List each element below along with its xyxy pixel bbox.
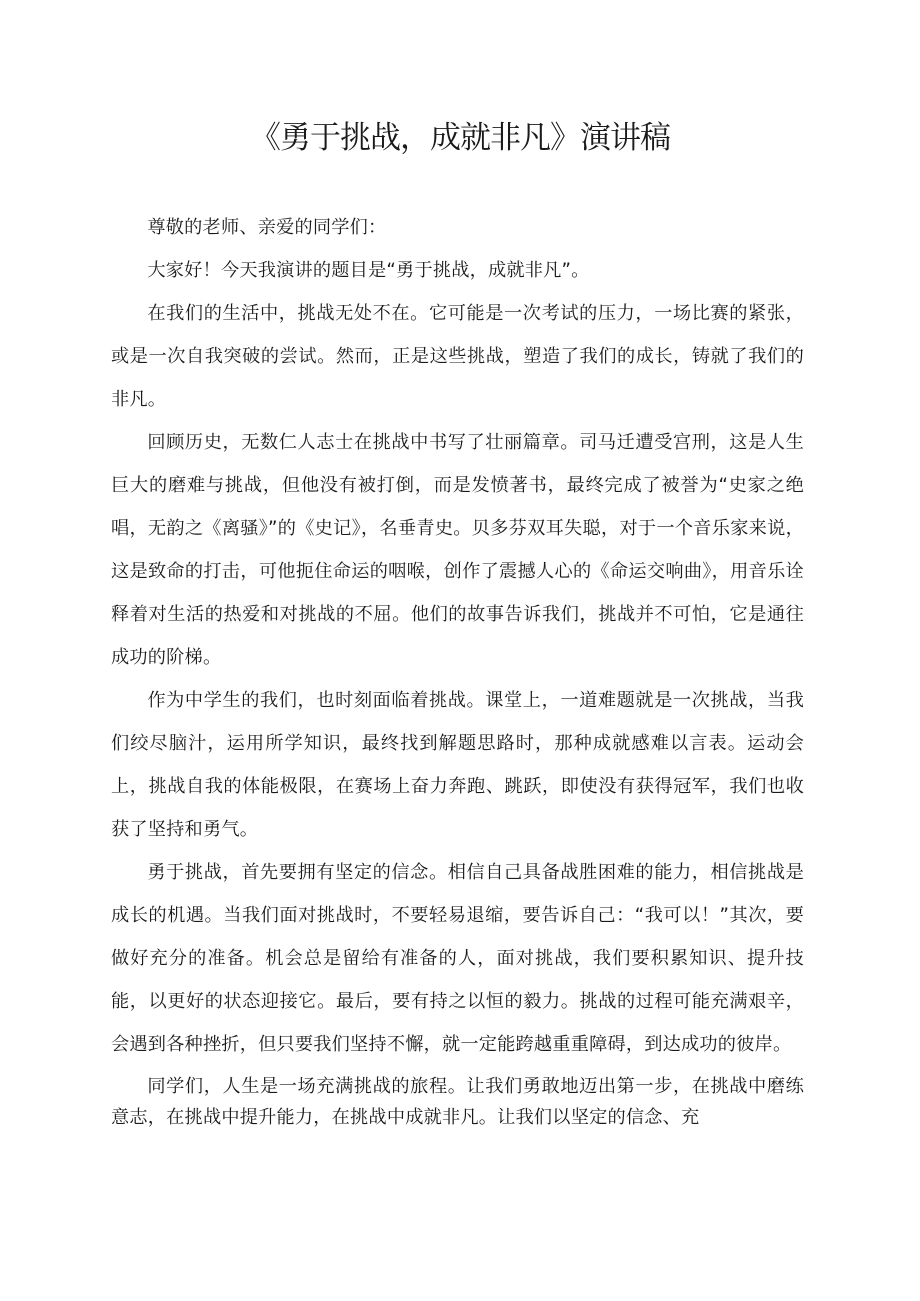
document-body: [111, 206, 804, 1133]
paragraph-history: 回顾历史，无数仁人志士在挑战中书写了壮丽篇章。司马迁遭受宫刑，这是人生巨大的磨难与挑战，但他没有被打倒，而是发愤著书，最终完成了被誉为“史家之绝唱，无韵之《离骚》”的《史记》，名垂青史。贝多芬双耳失聪，对于一个音乐家来说，这是致命的打击，可他扼住命运的咽喉，创作了震撼人心的《命运交响曲》，用音乐诠释着对生活的热爱和对挑战的不屈。他们的故事告诉我们，挑战并不可怕，它是通往成功的阶梯。: [111, 432, 804, 668]
document-title: 《勇于挑战，成就非凡》演讲稿: [250, 120, 670, 156]
paragraph-salutation: 尊敬的老师、亲爱的同学们：: [147, 217, 387, 238]
paragraph-students: 作为中学生的我们，也时刻面临着挑战。课堂上，一道难题就是一次挑战，当我们绞尽脑汁，运用所学知识，最终找到解题思路时，那种成就感难以言表。运动会上，挑战自我的体能极限，在赛场上奋力奔跑、跳跃，即使没有获得冠军，我们也收获了坚持和勇气。: [111, 690, 804, 840]
paragraph-closing: 同学们，人生是一场充满挑战的旅程。让我们勇敢地迈出第一步，在挑战中磨练意志，在挑战中提升能力，在挑战中成就非凡。让我们以坚定的信念、充: [111, 1076, 804, 1128]
paragraph-intro: 在我们的生活中，挑战无处不在。它可能是一次考试的压力，一场比赛的紧张，或是一次自我突破的尝试。然而，正是这些挑战，塑造了我们的成长，铸就了我们的非凡。: [111, 303, 804, 410]
paragraph-advice: 勇于挑战，首先要拥有坚定的信念。相信自己具备战胜困难的能力，相信挑战是成长的机遇。当我们面对挑战时，不要轻易退缩，要告诉自己：“我可以！”其次，要做好充分的准备。机会总是留给有准备的人，面对挑战，我们要积累知识、提升技能，以更好的状态迎接它。最后，要有持之以恒的毅力。挑战的过程可能充满艰辛，会遇到各种挫折，但只要我们坚持不懈，就一定能跨越重重障碍，到达成功的彼岸。: [111, 862, 804, 1055]
paragraph-greeting: 大家好！今天我演讲的题目是“勇于挑战，成就非凡”。: [147, 260, 590, 281]
